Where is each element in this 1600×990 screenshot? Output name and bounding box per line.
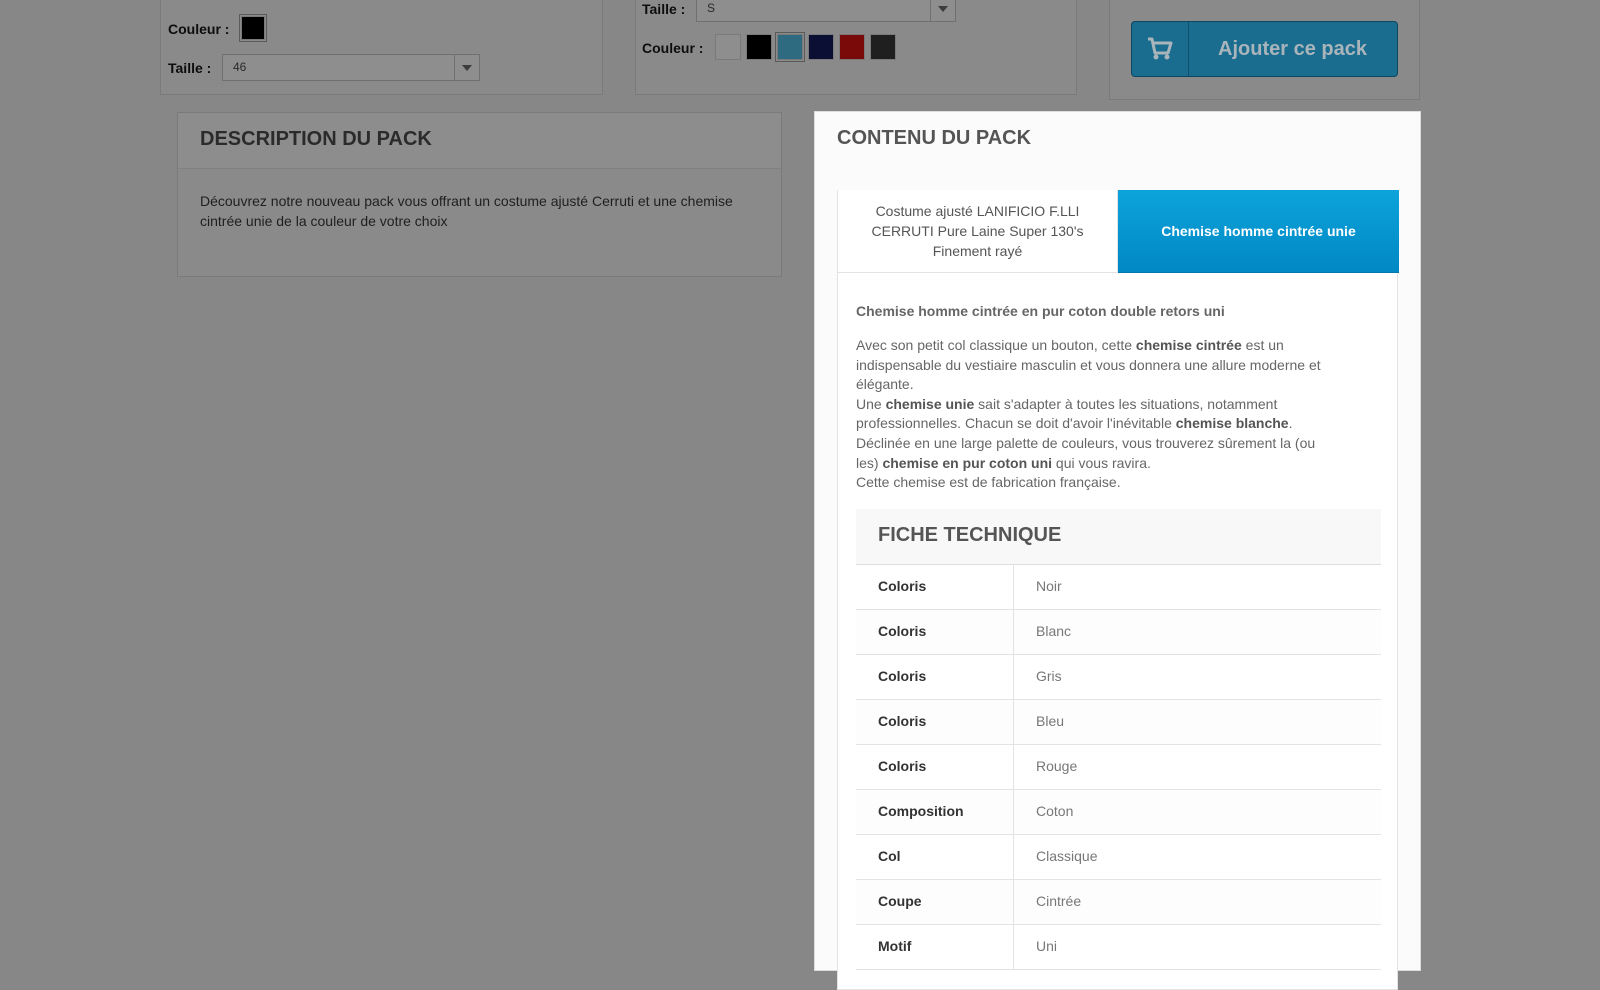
product-title: Chemise homme cintrée en pur coton double retors uni <box>856 303 1225 319</box>
column-divider <box>1013 700 1014 744</box>
tab-costume-label: Costume ajusté LANIFICIO F.LLI CERRUTI Pure Laine Super 130's Finement rayé <box>871 203 1084 259</box>
table-row <box>856 790 1381 835</box>
spec-name: Coloris <box>878 623 927 639</box>
color-swatch[interactable] <box>777 34 803 60</box>
technical-sheet-header <box>856 509 1381 565</box>
spec-value: Bleu <box>1036 713 1065 729</box>
color-label: Couleur : <box>642 40 704 56</box>
table-row <box>856 700 1381 745</box>
table-row <box>856 655 1381 700</box>
size-select-value: S <box>707 1 716 15</box>
spec-value: Coton <box>1036 803 1074 819</box>
technical-sheet-title: FICHE TECHNIQUE <box>878 524 1062 546</box>
spec-name: Coloris <box>878 668 927 684</box>
product-options-left <box>160 0 603 95</box>
pack-contents-tabs <box>837 190 1398 990</box>
product-text: Cette chemise est de fabrication française. <box>856 474 1121 491</box>
technical-sheet-table <box>856 565 1381 970</box>
column-divider <box>1013 925 1014 969</box>
color-swatch[interactable] <box>746 34 772 60</box>
pack-description-text: Découvrez notre nouveau pack vous offrant un costume ajusté Cerruti et une chemise cintrée unie de la couleur de votre choix <box>200 193 733 229</box>
column-divider <box>1013 610 1014 654</box>
color-swatch-black[interactable] <box>241 16 265 40</box>
chevron-down-icon[interactable] <box>930 0 955 21</box>
tab-costume[interactable] <box>837 190 1118 273</box>
table-row <box>856 565 1381 610</box>
product-keyword: chemise en pur coton uni <box>882 454 1053 471</box>
spec-name: Coloris <box>878 758 927 774</box>
spec-name: Coloris <box>878 713 927 729</box>
add-pack-label: Ajouter ce pack <box>1218 38 1367 60</box>
column-divider <box>1013 565 1014 609</box>
product-text: Avec son petit col classique un bouton, cette <box>856 337 1136 353</box>
column-divider <box>1013 790 1014 834</box>
size-select[interactable] <box>222 54 480 81</box>
color-swatch[interactable] <box>870 34 896 60</box>
spec-value: Blanc <box>1036 623 1072 639</box>
spec-value: Cintrée <box>1036 893 1082 909</box>
size-label: Taille : <box>168 60 212 76</box>
tab-chemise[interactable] <box>1118 190 1399 273</box>
column-divider <box>1013 745 1014 789</box>
spec-value: Gris <box>1036 668 1062 684</box>
product-description <box>856 336 1336 493</box>
product-text: sait s'adapter à toutes les situations, notamment professionnelles. Chacun se doit d'avoir l'inévitable <box>856 395 1278 432</box>
spec-name: Coupe <box>878 893 922 909</box>
spec-name: Composition <box>878 803 964 819</box>
product-text: Une <box>856 395 886 412</box>
pack-contents-title: CONTENU DU PACK <box>837 127 1032 149</box>
product-options-right <box>635 0 1077 95</box>
spec-value: Noir <box>1036 578 1062 594</box>
spec-value: Uni <box>1036 938 1058 954</box>
table-row <box>856 835 1381 880</box>
product-keyword: chemise cintrée <box>1135 337 1242 353</box>
table-row <box>856 880 1381 925</box>
spec-value: Rouge <box>1036 758 1078 774</box>
pack-description-title: DESCRIPTION DU PACK <box>200 128 432 150</box>
size-select-value: 46 <box>233 60 247 74</box>
pack-contents-panel <box>814 111 1421 971</box>
spec-name: Coloris <box>878 578 927 594</box>
color-swatch[interactable] <box>839 34 865 60</box>
color-label: Couleur : <box>168 21 230 37</box>
spec-value: Classique <box>1036 848 1098 864</box>
product-text: qui vous ravira. <box>1052 454 1151 471</box>
size-label: Taille : <box>642 1 686 17</box>
product-keyword: chemise unie <box>885 395 975 412</box>
pack-description-panel <box>177 112 782 277</box>
table-row <box>856 925 1381 970</box>
table-row <box>856 745 1381 790</box>
color-swatch[interactable] <box>808 34 834 60</box>
size-select[interactable] <box>696 0 956 22</box>
column-divider <box>1013 835 1014 879</box>
color-swatch[interactable] <box>715 34 741 60</box>
chevron-down-icon[interactable] <box>454 55 479 80</box>
column-divider <box>1013 880 1014 924</box>
product-text: . <box>1288 415 1293 432</box>
spec-name: Motif <box>878 938 912 954</box>
tab-chemise-label: Chemise homme cintrée unie <box>1161 223 1356 239</box>
product-text: est un indispensable du vestiaire masculin et vous donnera une allure moderne et élégante. <box>856 337 1321 393</box>
spec-name: Col <box>878 848 901 864</box>
technical-sheet <box>856 509 1381 970</box>
column-divider <box>1013 655 1014 699</box>
cart-icon <box>1132 22 1189 76</box>
table-row <box>856 610 1381 655</box>
product-text: Déclinée en une large palette de couleurs, vous trouverez sûrement la (ou les) <box>856 434 1316 471</box>
add-pack-to-cart-button[interactable] <box>1131 21 1398 77</box>
product-keyword: chemise blanche <box>1175 415 1289 432</box>
